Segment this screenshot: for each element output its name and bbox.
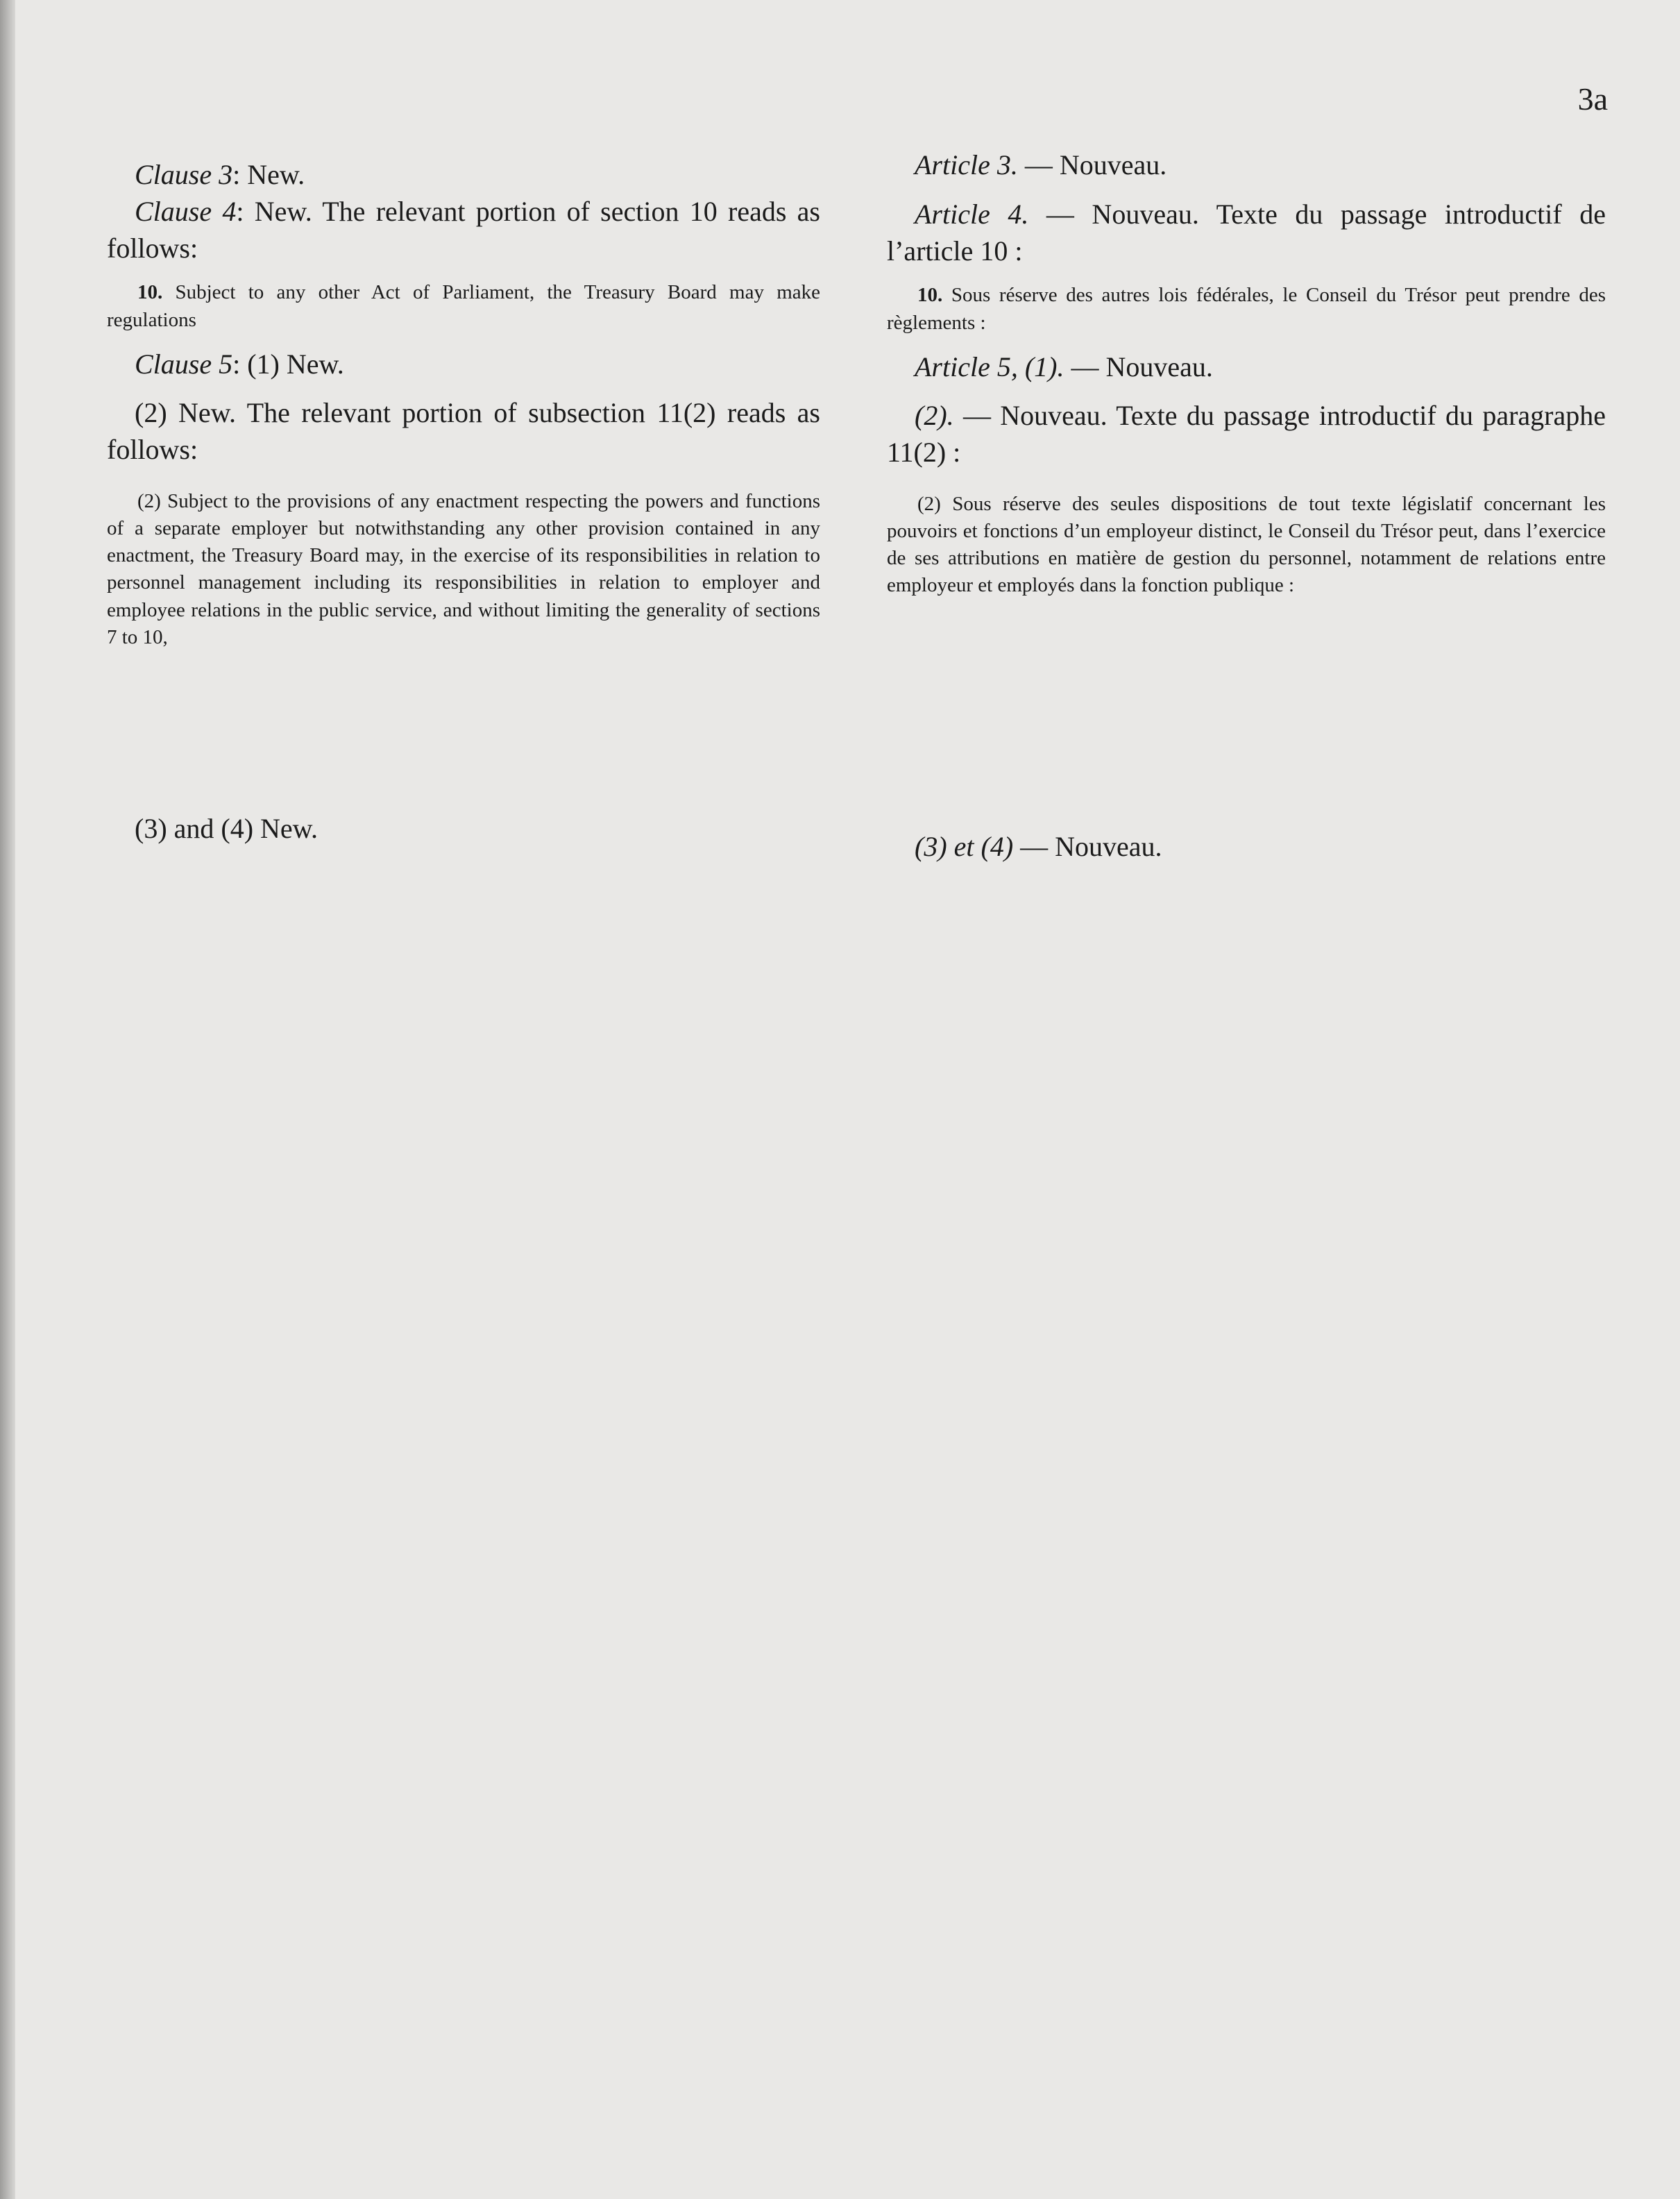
article-5-note (887, 349, 1606, 386)
article-3-note (887, 147, 1606, 184)
clause-5-note (107, 346, 820, 383)
clause-5-label: Clause 5 (135, 348, 233, 380)
paragraphs-3-4-text: — Nouveau. (1013, 830, 1162, 862)
clause-3-label: Clause 3 (135, 159, 233, 190)
paragraph-2-note (887, 398, 1606, 471)
subsection-11-2-quote: (2) Subject to the provisions of any enactment respecting the powers and functions of a separate employer but notwithstanding any other provision contained in any enactment, the Treasury Board may, in the exercise of its responsibilities in relation to personnel management including its responsibilities in relation to employer and employee relations in the public service, and without limiting the generality of sections 7 to 10, (107, 490, 820, 648)
clause-4-text: : New. The relevant portion of section 10 reads as follows: (107, 195, 820, 264)
french-column (887, 147, 1606, 865)
subsections-3-4-note: (3) and (4) New. (135, 812, 318, 844)
subsection-2-note: (2) New. The relevant portion of subsection 11(2) reads as follows: (107, 397, 820, 466)
article-10-text: Sous réserve des autres lois fédérales, le Conseil du Trésor peut prendre des règlements : (887, 284, 1606, 334)
section-10-text: Subject to any other Act of Parliament, the Treasury Board may make regulations (107, 281, 820, 331)
section-10-number: 10. (137, 281, 163, 304)
article-5-text: — Nouveau. (1064, 351, 1213, 382)
section-10-quote (107, 279, 820, 333)
paragraph-11-2-quote: (2) Sous réserve des seules dispositions de tout texte législatif concernant les pouvoirs et fonctions d’un employeur distinct, le Conseil du Trésor peut, dans l’exercice de ses attributions en matière de gestion du personnel, notamment de relations entre employeur et employés dans la fonction publique : (887, 493, 1606, 597)
page-edge-shadow (0, 0, 15, 2199)
article-10-number: 10. (917, 284, 943, 307)
article-5-label: Article 5, (1). (915, 351, 1064, 382)
article-10-quote (887, 282, 1606, 336)
clause-4-note (107, 194, 820, 267)
paragraphs-3-4-note (887, 829, 1606, 866)
clause-5-text: : (1) New. (232, 348, 344, 380)
article-4-note (887, 196, 1606, 270)
clause-3-note (107, 157, 820, 194)
article-4-label: Article 4. (915, 198, 1029, 230)
article-3-label: Article 3. (915, 149, 1018, 180)
page-number: 3a (1577, 81, 1608, 117)
article-4-text: — Nouveau. Texte du passage introductif de l’article 10 : (887, 198, 1606, 267)
clause-3-text: : New. (232, 159, 305, 190)
article-3-text: — Nouveau. (1017, 149, 1167, 180)
paragraphs-3-4-label: (3) et (4) (915, 830, 1014, 862)
english-column (107, 157, 820, 848)
clause-4-label: Clause 4 (135, 195, 237, 227)
paragraph-2-label: (2). (915, 400, 954, 432)
paragraph-2-text: — Nouveau. Texte du passage introductif du paragraphe 11(2) : (887, 400, 1606, 469)
